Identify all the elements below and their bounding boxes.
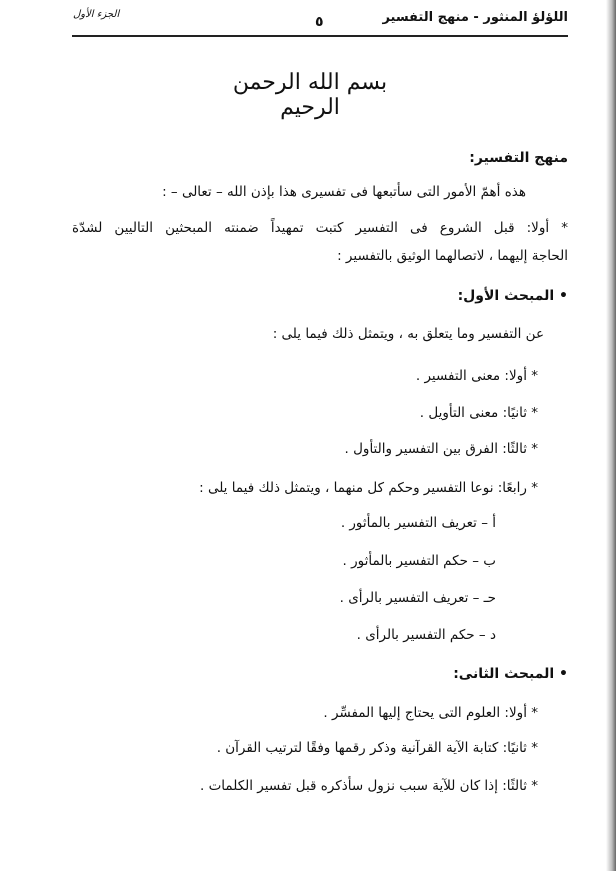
paragraph-line: * أولا: قبل الشروع فى التفسير كتبت تمهيداً ضمنته المبحثين التاليين لشدّة <box>72 220 568 236</box>
page-number: ٥ <box>315 14 324 30</box>
sub-list-item: حـ – تعريف التفسير بالرأى . <box>339 590 496 606</box>
list-item: * أولا: معنى التفسير . <box>415 368 538 384</box>
basmala-calligraphy: بسم الله الرحمن الرحيم <box>232 70 388 120</box>
list-item: * ثانيًا: كتابة الآية القرآنية وذكر رقمها وفقًا لترتيب القرآن . <box>216 740 538 756</box>
list-item: * ثالثًا: الفرق بين التفسير والتأول . <box>344 441 538 457</box>
section-heading: منهج التفسير: <box>469 150 568 166</box>
list-item: * ثانيًا: معنى التأويل . <box>419 405 538 421</box>
paragraph-line: هذه أهمّ الأمور التى سأتبعها فى تفسيرى هذا بإذن الله – تعالى – : <box>162 184 526 200</box>
paragraph-line: عن التفسير وما يتعلق به ، ويتمثل ذلك فيما يلى : <box>272 326 544 342</box>
sub-list-item: ب – حكم التفسير بالمأثور . <box>342 553 496 569</box>
list-item: * ثالثًا: إذا كان للآية سبب نزول سأذكره قبل تفسير الكلمات . <box>200 778 538 794</box>
paragraph-line: الحاجة إليهما ، لاتصالهما الوثيق بالتفسير : <box>337 248 568 264</box>
subsection-heading: • المبحث الثانى: <box>453 666 568 682</box>
sub-list-item: د – حكم التفسير بالرأى . <box>356 627 496 643</box>
list-item: * أولا: العلوم التى يحتاج إليها المفسِّر . <box>323 705 538 721</box>
scan-edge-shadow <box>606 0 616 871</box>
subsection-heading: • المبحث الأول: <box>457 288 568 304</box>
list-item: * رابعًا: نوعا التفسير وحكم كل منهما ، ويتمثل ذلك فيما يلى : <box>199 480 538 496</box>
volume-label: الجزء الأول <box>73 9 120 20</box>
running-header-title: اللؤلؤ المنثور - منهج التفسير <box>382 10 568 25</box>
sub-list-item: أ – تعريف التفسير بالمأثور . <box>340 515 496 531</box>
header-rule <box>72 35 568 37</box>
